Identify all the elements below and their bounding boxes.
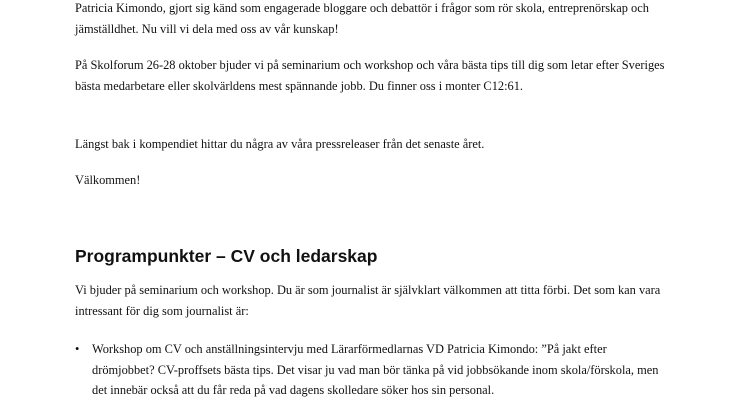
section-heading: Programpunkter – CV och ledarskap	[75, 246, 378, 266]
section-intro-paragraph: Vi bjuder på seminarium och workshop. Du är som journalist är självklart välkommen att titta förbi. Det som kan vara intressant för dig som journalist är:	[75, 283, 661, 318]
welcome-paragraph: Välkommen!	[75, 173, 141, 187]
program-list	[75, 339, 665, 401]
list-item-text: Workshop om CV och anställningsintervju med Lärarförmedlarnas VD Patricia Kimondo: ”På jakt efter drömjobbet? CV-proffsets bästa tips. Det visar ju vad man bör tänka på vid jobbsökande inom skola/förskola, men det innebär också att du får reda på vad dagens skolledare söker hos sin personal.	[92, 342, 659, 397]
skolforum-paragraph: På Skolforum 26-28 oktober bjuder vi på seminarium och workshop och våra bästa tips till dig som letar efter Sveriges bästa medarbetare eller skolvärldens mest spännande jobb. Du finner oss i monter C12:61.	[75, 58, 665, 93]
bullet-icon: •	[75, 342, 80, 356]
press-releases-paragraph: Längst bak i kompendiet hittar du några av våra pressreleaser från det senaste året.	[75, 137, 485, 151]
list-item	[75, 339, 665, 401]
intro-paragraph: Patricia Kimondo, gjort sig känd som engagerade bloggare och debattör i frågor som rör skola, entreprenörskap och jämställdhet. Nu vill vi dela med oss av vår kunskap!	[75, 1, 649, 36]
